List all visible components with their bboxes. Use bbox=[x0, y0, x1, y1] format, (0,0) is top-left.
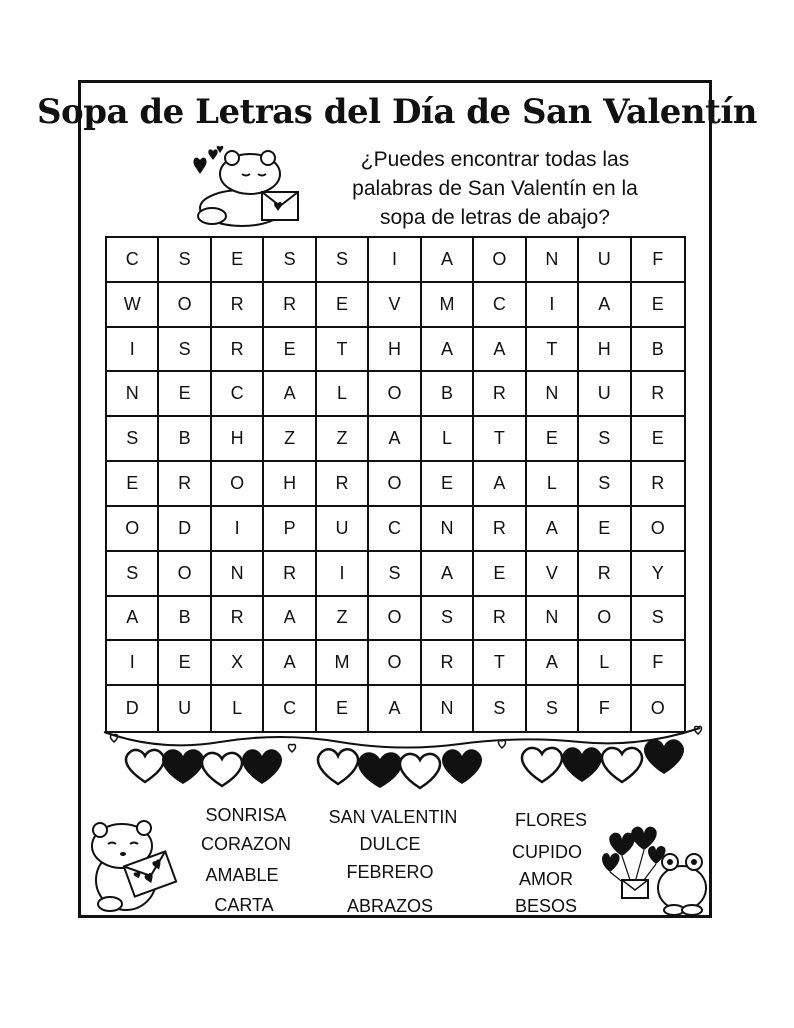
grid-cell[interactable]: T bbox=[474, 417, 526, 462]
grid-cell[interactable]: S bbox=[107, 552, 159, 597]
instructions bbox=[335, 145, 655, 232]
grid-cell[interactable]: B bbox=[159, 597, 211, 642]
grid-cell[interactable]: E bbox=[159, 641, 211, 686]
grid-cell[interactable]: L bbox=[579, 641, 631, 686]
grid-cell[interactable]: S bbox=[264, 238, 316, 283]
bear-hugging-envelope-icon bbox=[86, 818, 186, 914]
grid-cell[interactable]: O bbox=[369, 462, 421, 507]
grid-cell[interactable]: R bbox=[264, 552, 316, 597]
grid-cell[interactable]: R bbox=[317, 462, 369, 507]
grid-cell[interactable]: R bbox=[212, 328, 264, 373]
grid-cell[interactable]: A bbox=[107, 597, 159, 642]
grid-cell[interactable]: S bbox=[107, 417, 159, 462]
grid-cell[interactable]: F bbox=[579, 686, 631, 731]
grid-cell[interactable]: C bbox=[264, 686, 316, 731]
grid-cell[interactable]: S bbox=[159, 328, 211, 373]
grid-cell[interactable]: C bbox=[212, 372, 264, 417]
frog-with-heart-balloons-icon bbox=[598, 826, 710, 916]
grid-cell[interactable]: B bbox=[422, 372, 474, 417]
grid-cell[interactable]: R bbox=[474, 372, 526, 417]
instructions-line-2: palabras de San Valentín en la bbox=[352, 177, 638, 200]
grid-cell[interactable]: E bbox=[107, 462, 159, 507]
grid-cell[interactable]: L bbox=[422, 417, 474, 462]
grid-cell[interactable]: F bbox=[632, 238, 684, 283]
grid-cell[interactable]: O bbox=[159, 283, 211, 328]
grid-cell[interactable]: F bbox=[632, 641, 684, 686]
grid-cell[interactable]: E bbox=[317, 686, 369, 731]
grid-cell[interactable]: L bbox=[317, 372, 369, 417]
grid-cell[interactable]: H bbox=[212, 417, 264, 462]
grid-cell[interactable]: P bbox=[264, 507, 316, 552]
grid-cell[interactable]: A bbox=[369, 417, 421, 462]
grid-cell[interactable]: O bbox=[474, 238, 526, 283]
grid-cell[interactable]: T bbox=[527, 328, 579, 373]
page-title: Sopa de Letras del Día de San Valentín bbox=[37, 92, 757, 132]
grid-cell[interactable]: O bbox=[107, 507, 159, 552]
grid-cell[interactable]: A bbox=[474, 328, 526, 373]
grid-cell[interactable]: E bbox=[264, 328, 316, 373]
grid-cell[interactable]: S bbox=[474, 686, 526, 731]
grid-cell[interactable]: O bbox=[632, 507, 684, 552]
grid-cell[interactable]: A bbox=[264, 597, 316, 642]
grid-cell[interactable]: R bbox=[212, 283, 264, 328]
grid-cell[interactable]: I bbox=[212, 507, 264, 552]
grid-cell[interactable]: R bbox=[474, 597, 526, 642]
word-list-item: AMABLE bbox=[205, 865, 279, 885]
grid-cell[interactable]: I bbox=[107, 328, 159, 373]
grid-cell[interactable]: V bbox=[527, 552, 579, 597]
grid-cell[interactable]: C bbox=[107, 238, 159, 283]
grid-cell[interactable]: U bbox=[317, 507, 369, 552]
grid-cell[interactable]: Z bbox=[317, 417, 369, 462]
grid-cell[interactable]: E bbox=[527, 417, 579, 462]
grid-cell[interactable]: T bbox=[317, 328, 369, 373]
grid-cell[interactable]: V bbox=[369, 283, 421, 328]
grid-cell[interactable]: U bbox=[579, 372, 631, 417]
word-list-item: SAN VALENTIN bbox=[328, 807, 458, 827]
word-list-item: CUPIDO bbox=[511, 842, 583, 862]
grid-cell[interactable]: S bbox=[579, 462, 631, 507]
grid-cell[interactable]: C bbox=[474, 283, 526, 328]
grid-cell[interactable]: Z bbox=[317, 597, 369, 642]
grid-cell[interactable]: U bbox=[579, 238, 631, 283]
grid-cell[interactable]: R bbox=[159, 462, 211, 507]
grid-cell[interactable]: A bbox=[527, 641, 579, 686]
grid-cell[interactable]: A bbox=[264, 641, 316, 686]
grid-cell[interactable]: E bbox=[159, 372, 211, 417]
grid-cell[interactable]: S bbox=[422, 597, 474, 642]
grid-cell[interactable]: E bbox=[579, 507, 631, 552]
grid-cell[interactable]: S bbox=[632, 597, 684, 642]
grid-cell[interactable]: R bbox=[632, 372, 684, 417]
word-list-item: BESOS bbox=[514, 896, 578, 916]
word-list-item: CARTA bbox=[214, 895, 274, 915]
grid-cell[interactable]: E bbox=[212, 238, 264, 283]
grid-cell[interactable]: I bbox=[317, 552, 369, 597]
grid-cell[interactable]: L bbox=[527, 462, 579, 507]
grid-cell[interactable]: X bbox=[212, 641, 264, 686]
grid-cell[interactable]: S bbox=[527, 686, 579, 731]
word-list-item: AMOR bbox=[519, 869, 573, 889]
grid-cell[interactable]: E bbox=[632, 283, 684, 328]
grid-cell[interactable]: S bbox=[159, 238, 211, 283]
grid-cell[interactable]: R bbox=[212, 597, 264, 642]
grid-cell[interactable]: R bbox=[422, 641, 474, 686]
grid-cell[interactable]: I bbox=[527, 283, 579, 328]
grid-cell[interactable]: O bbox=[579, 597, 631, 642]
word-list-item: SONRISA bbox=[205, 805, 287, 825]
grid-cell[interactable]: N bbox=[527, 238, 579, 283]
grid-cell[interactable]: Z bbox=[264, 417, 316, 462]
grid-cell[interactable]: A bbox=[474, 462, 526, 507]
grid-cell[interactable]: R bbox=[632, 462, 684, 507]
grid-cell[interactable]: L bbox=[212, 686, 264, 731]
grid-cell[interactable]: A bbox=[422, 552, 474, 597]
word-list-item: FEBRERO bbox=[346, 862, 434, 882]
grid-cell[interactable]: D bbox=[159, 507, 211, 552]
grid-cell[interactable]: E bbox=[474, 552, 526, 597]
grid-cell[interactable]: N bbox=[212, 552, 264, 597]
grid-cell[interactable]: N bbox=[527, 372, 579, 417]
grid-cell[interactable]: H bbox=[264, 462, 316, 507]
grid-cell[interactable]: O bbox=[369, 372, 421, 417]
grid-cell[interactable]: A bbox=[422, 328, 474, 373]
grid-cell[interactable]: W bbox=[107, 283, 159, 328]
grid-cell[interactable]: M bbox=[317, 641, 369, 686]
grid-cell[interactable]: N bbox=[107, 372, 159, 417]
grid-cell[interactable]: H bbox=[369, 328, 421, 373]
grid-cell[interactable]: A bbox=[579, 283, 631, 328]
grid-cell[interactable]: D bbox=[107, 686, 159, 731]
grid-cell[interactable]: O bbox=[369, 641, 421, 686]
grid-cell[interactable]: H bbox=[579, 328, 631, 373]
grid-cell[interactable]: O bbox=[159, 552, 211, 597]
grid-cell[interactable]: O bbox=[212, 462, 264, 507]
grid-cell[interactable]: A bbox=[369, 686, 421, 731]
grid-cell[interactable]: E bbox=[632, 417, 684, 462]
heart-garland-icon bbox=[100, 722, 706, 792]
instructions-line-3: sopa de letras de abajo? bbox=[379, 206, 610, 229]
instructions-line-1: ¿Puedes encontrar todas las bbox=[360, 148, 630, 171]
grid-cell[interactable]: T bbox=[474, 641, 526, 686]
grid-cell[interactable]: Y bbox=[632, 552, 684, 597]
grid-cell[interactable]: B bbox=[632, 328, 684, 373]
grid-cell[interactable]: A bbox=[422, 238, 474, 283]
grid-cell[interactable]: N bbox=[422, 686, 474, 731]
grid-cell[interactable]: E bbox=[317, 283, 369, 328]
grid-cell[interactable]: U bbox=[159, 686, 211, 731]
word-search-grid bbox=[105, 236, 686, 733]
grid-cell[interactable]: N bbox=[527, 597, 579, 642]
grid-cell[interactable]: A bbox=[264, 372, 316, 417]
grid-cell[interactable]: O bbox=[650, 698, 665, 719]
grid-cell[interactable]: R bbox=[579, 552, 631, 597]
word-list-item: CORAZON bbox=[201, 834, 291, 854]
grid-cell[interactable]: E bbox=[422, 462, 474, 507]
grid-cell[interactable]: C bbox=[369, 507, 421, 552]
grid-cell[interactable]: B bbox=[159, 417, 211, 462]
grid-cell[interactable]: N bbox=[422, 507, 474, 552]
grid-cell[interactable]: R bbox=[474, 507, 526, 552]
word-list-item: ABRAZOS bbox=[346, 896, 434, 916]
bear-with-love-letter-icon bbox=[182, 146, 302, 230]
word-list-item: FLORES bbox=[514, 810, 588, 830]
grid-cell[interactable]: I bbox=[369, 238, 421, 283]
grid-cell[interactable]: M bbox=[422, 283, 474, 328]
grid-cell[interactable]: O bbox=[369, 597, 421, 642]
grid-cell[interactable]: R bbox=[264, 283, 316, 328]
grid-cell[interactable]: A bbox=[527, 507, 579, 552]
word-list-item: DULCE bbox=[359, 834, 421, 854]
grid-cell[interactable]: S bbox=[369, 552, 421, 597]
grid-cell[interactable]: S bbox=[579, 417, 631, 462]
grid-cell[interactable]: S bbox=[317, 238, 369, 283]
grid-cell[interactable]: I bbox=[107, 641, 159, 686]
